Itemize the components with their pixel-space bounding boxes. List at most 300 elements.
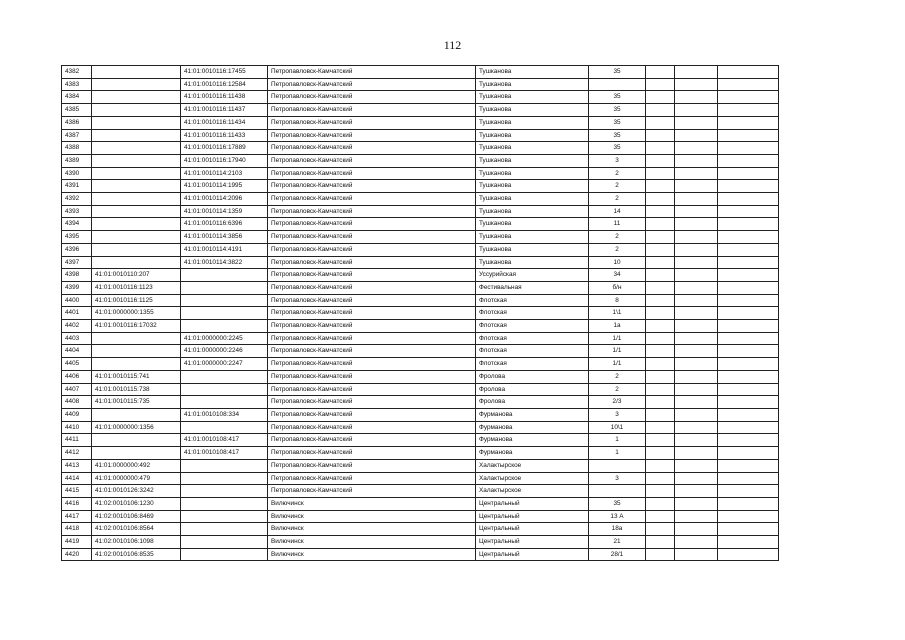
extra-cell-2 (675, 231, 718, 244)
street-cell: Тушканова (476, 205, 589, 218)
cadastral-number-alt-cell (181, 320, 268, 333)
table-row (62, 510, 779, 523)
row-number-cell: 4395 (62, 231, 92, 244)
extra-cell-2 (675, 485, 718, 498)
cadastral-number-alt-cell (181, 396, 268, 409)
settlement-cell: Петропавловск-Камчатский (268, 345, 476, 358)
extra-cell-1 (646, 345, 675, 358)
settlement-cell: Вилючинск (268, 548, 476, 561)
settlement-cell: Петропавловск-Камчатский (268, 358, 476, 371)
table-row (62, 358, 779, 371)
extra-cell-3 (718, 231, 779, 244)
cadastral-number-cell (92, 218, 181, 231)
extra-cell-2 (675, 472, 718, 485)
cadastral-number-alt-cell: 41:01:0010114:1995 (181, 180, 268, 193)
cadastral-number-cell (92, 78, 181, 91)
row-number-cell: 4415 (62, 485, 92, 498)
street-cell: Тушканова (476, 142, 589, 155)
house-number-cell: 10 (589, 256, 646, 269)
row-number-cell: 4403 (62, 332, 92, 345)
table-row (62, 256, 779, 269)
street-cell: Центральный (476, 510, 589, 523)
cadastral-number-cell (92, 66, 181, 79)
extra-cell-3 (718, 358, 779, 371)
house-number-cell (589, 78, 646, 91)
row-number-cell: 4420 (62, 548, 92, 561)
table-row (62, 472, 779, 485)
settlement-cell: Петропавловск-Камчатский (268, 129, 476, 142)
table-row (62, 307, 779, 320)
cadastral-number-cell: 41:01:0000000:1355 (92, 307, 181, 320)
cadastral-number-cell: 41:01:0010116:1123 (92, 281, 181, 294)
extra-cell-1 (646, 434, 675, 447)
cadastral-number-alt-cell (181, 536, 268, 549)
cadastral-number-cell (92, 142, 181, 155)
street-cell: Фурманова (476, 434, 589, 447)
extra-cell-2 (675, 104, 718, 117)
extra-cell-3 (718, 472, 779, 485)
registry-table (61, 65, 779, 561)
cadastral-number-alt-cell: 41:01:0010108:417 (181, 447, 268, 460)
cadastral-number-alt-cell: 41:01:0010116:17889 (181, 142, 268, 155)
extra-cell-2 (675, 332, 718, 345)
house-number-cell: 1а (589, 320, 646, 333)
cadastral-number-cell (92, 205, 181, 218)
settlement-cell: Петропавловск-Камчатский (268, 447, 476, 460)
extra-cell-1 (646, 383, 675, 396)
row-number-cell: 4390 (62, 167, 92, 180)
cadastral-number-alt-cell: 41:01:0010116:6396 (181, 218, 268, 231)
street-cell: Тушканова (476, 193, 589, 206)
cadastral-number-alt-cell (181, 281, 268, 294)
cadastral-number-cell: 41:02:0010106:1230 (92, 497, 181, 510)
row-number-cell: 4394 (62, 218, 92, 231)
extra-cell-3 (718, 294, 779, 307)
settlement-cell: Петропавловск-Камчатский (268, 167, 476, 180)
table-row (62, 320, 779, 333)
extra-cell-3 (718, 154, 779, 167)
row-number-cell: 4418 (62, 523, 92, 536)
extra-cell-2 (675, 345, 718, 358)
settlement-cell: Петропавловск-Камчатский (268, 434, 476, 447)
street-cell: Уссурийская (476, 269, 589, 282)
row-number-cell: 4386 (62, 116, 92, 129)
extra-cell-1 (646, 358, 675, 371)
cadastral-number-cell (92, 434, 181, 447)
table-row (62, 281, 779, 294)
row-number-cell: 4393 (62, 205, 92, 218)
extra-cell-3 (718, 307, 779, 320)
extra-cell-3 (718, 332, 779, 345)
extra-cell-3 (718, 193, 779, 206)
cadastral-number-alt-cell: 41:01:0010114:2103 (181, 167, 268, 180)
settlement-cell: Петропавловск-Камчатский (268, 78, 476, 91)
table-row (62, 205, 779, 218)
cadastral-number-alt-cell: 41:01:0010114:1359 (181, 205, 268, 218)
street-cell: Центральный (476, 523, 589, 536)
row-number-cell: 4385 (62, 104, 92, 117)
cadastral-number-cell: 41:01:0010110:207 (92, 269, 181, 282)
extra-cell-3 (718, 129, 779, 142)
extra-cell-1 (646, 536, 675, 549)
extra-cell-2 (675, 180, 718, 193)
cadastral-number-alt-cell: 41:01:0010116:11438 (181, 91, 268, 104)
settlement-cell: Петропавловск-Камчатский (268, 408, 476, 421)
extra-cell-3 (718, 497, 779, 510)
row-number-cell: 4413 (62, 459, 92, 472)
house-number-cell: 35 (589, 104, 646, 117)
table-row (62, 434, 779, 447)
extra-cell-3 (718, 548, 779, 561)
row-number-cell: 4404 (62, 345, 92, 358)
extra-cell-3 (718, 370, 779, 383)
street-cell: Тушканова (476, 116, 589, 129)
table-row (62, 269, 779, 282)
settlement-cell: Петропавловск-Камчатский (268, 294, 476, 307)
extra-cell-2 (675, 408, 718, 421)
extra-cell-1 (646, 307, 675, 320)
settlement-cell: Вилючинск (268, 510, 476, 523)
settlement-cell: Вилючинск (268, 523, 476, 536)
extra-cell-2 (675, 116, 718, 129)
extra-cell-2 (675, 269, 718, 282)
row-number-cell: 4411 (62, 434, 92, 447)
cadastral-number-alt-cell: 41:01:0010116:17940 (181, 154, 268, 167)
extra-cell-3 (718, 434, 779, 447)
extra-cell-2 (675, 193, 718, 206)
row-number-cell: 4401 (62, 307, 92, 320)
extra-cell-1 (646, 370, 675, 383)
cadastral-number-cell (92, 332, 181, 345)
cadastral-number-cell: 41:01:0010115:741 (92, 370, 181, 383)
house-number-cell: 1 (589, 447, 646, 460)
cadastral-number-alt-cell: 41:01:0010108:334 (181, 408, 268, 421)
cadastral-number-cell (92, 193, 181, 206)
extra-cell-2 (675, 281, 718, 294)
extra-cell-1 (646, 320, 675, 333)
extra-cell-2 (675, 421, 718, 434)
settlement-cell: Петропавловск-Камчатский (268, 485, 476, 498)
street-cell: Тушканова (476, 129, 589, 142)
table-row (62, 383, 779, 396)
street-cell: Фролова (476, 370, 589, 383)
street-cell: Флотская (476, 320, 589, 333)
extra-cell-2 (675, 548, 718, 561)
cadastral-number-alt-cell (181, 307, 268, 320)
settlement-cell: Петропавловск-Камчатский (268, 459, 476, 472)
extra-cell-2 (675, 523, 718, 536)
table-row (62, 396, 779, 409)
cadastral-number-cell (92, 116, 181, 129)
street-cell: Фестивальная (476, 281, 589, 294)
extra-cell-1 (646, 142, 675, 155)
table-row (62, 294, 779, 307)
house-number-cell: 35 (589, 129, 646, 142)
settlement-cell: Петропавловск-Камчатский (268, 269, 476, 282)
cadastral-number-cell (92, 358, 181, 371)
settlement-cell: Петропавловск-Камчатский (268, 243, 476, 256)
settlement-cell: Петропавловск-Камчатский (268, 180, 476, 193)
extra-cell-2 (675, 383, 718, 396)
cadastral-number-alt-cell: 41:01:0010114:2096 (181, 193, 268, 206)
house-number-cell: 2 (589, 180, 646, 193)
extra-cell-3 (718, 408, 779, 421)
extra-cell-1 (646, 523, 675, 536)
cadastral-number-cell (92, 256, 181, 269)
house-number-cell: 18а (589, 523, 646, 536)
house-number-cell: 2 (589, 193, 646, 206)
extra-cell-3 (718, 281, 779, 294)
extra-cell-2 (675, 447, 718, 460)
extra-cell-1 (646, 78, 675, 91)
street-cell: Фролова (476, 383, 589, 396)
row-number-cell: 4382 (62, 66, 92, 79)
extra-cell-3 (718, 104, 779, 117)
extra-cell-2 (675, 434, 718, 447)
table-row (62, 243, 779, 256)
row-number-cell: 4405 (62, 358, 92, 371)
settlement-cell: Петропавловск-Камчатский (268, 231, 476, 244)
cadastral-number-cell: 41:01:0000000:492 (92, 459, 181, 472)
house-number-cell: 35 (589, 116, 646, 129)
house-number-cell: б/н (589, 281, 646, 294)
row-number-cell: 4391 (62, 180, 92, 193)
cadastral-number-alt-cell (181, 523, 268, 536)
house-number-cell: 14 (589, 205, 646, 218)
table-row (62, 447, 779, 460)
extra-cell-1 (646, 129, 675, 142)
row-number-cell: 4387 (62, 129, 92, 142)
extra-cell-2 (675, 91, 718, 104)
extra-cell-1 (646, 256, 675, 269)
house-number-cell: 34 (589, 269, 646, 282)
row-number-cell: 4384 (62, 91, 92, 104)
cadastral-number-alt-cell: 41:01:0010116:17455 (181, 66, 268, 79)
house-number-cell: 35 (589, 91, 646, 104)
extra-cell-3 (718, 536, 779, 549)
row-number-cell: 4406 (62, 370, 92, 383)
extra-cell-1 (646, 218, 675, 231)
table-row (62, 104, 779, 117)
cadastral-number-alt-cell (181, 510, 268, 523)
house-number-cell (589, 459, 646, 472)
table-row (62, 485, 779, 498)
cadastral-number-cell (92, 243, 181, 256)
extra-cell-3 (718, 78, 779, 91)
house-number-cell: 2 (589, 231, 646, 244)
settlement-cell: Петропавловск-Камчатский (268, 193, 476, 206)
settlement-cell: Петропавловск-Камчатский (268, 142, 476, 155)
row-number-cell: 4416 (62, 497, 92, 510)
extra-cell-3 (718, 345, 779, 358)
extra-cell-1 (646, 154, 675, 167)
settlement-cell: Петропавловск-Камчатский (268, 281, 476, 294)
cadastral-number-cell: 41:01:0000000:1356 (92, 421, 181, 434)
extra-cell-1 (646, 91, 675, 104)
cadastral-number-cell: 41:01:0010115:735 (92, 396, 181, 409)
extra-cell-2 (675, 218, 718, 231)
cadastral-number-alt-cell (181, 548, 268, 561)
house-number-cell (589, 485, 646, 498)
settlement-cell: Петропавловск-Камчатский (268, 383, 476, 396)
street-cell: Тушканова (476, 154, 589, 167)
street-cell: Тушканова (476, 66, 589, 79)
settlement-cell: Петропавловск-Камчатский (268, 472, 476, 485)
extra-cell-3 (718, 485, 779, 498)
extra-cell-1 (646, 269, 675, 282)
cadastral-number-cell (92, 91, 181, 104)
cadastral-number-alt-cell (181, 269, 268, 282)
extra-cell-3 (718, 218, 779, 231)
house-number-cell: 1 (589, 434, 646, 447)
cadastral-number-alt-cell: 41:01:0010114:3856 (181, 231, 268, 244)
street-cell: Тушканова (476, 256, 589, 269)
extra-cell-2 (675, 154, 718, 167)
row-number-cell: 4417 (62, 510, 92, 523)
extra-cell-2 (675, 256, 718, 269)
extra-cell-1 (646, 180, 675, 193)
cadastral-number-cell (92, 104, 181, 117)
settlement-cell: Петропавловск-Камчатский (268, 116, 476, 129)
extra-cell-2 (675, 536, 718, 549)
house-number-cell: 1/1 (589, 358, 646, 371)
extra-cell-2 (675, 167, 718, 180)
street-cell: Центральный (476, 536, 589, 549)
cadastral-number-alt-cell (181, 370, 268, 383)
extra-cell-1 (646, 243, 675, 256)
street-cell: Тушканова (476, 78, 589, 91)
house-number-cell: 2 (589, 383, 646, 396)
settlement-cell: Петропавловск-Камчатский (268, 66, 476, 79)
extra-cell-3 (718, 66, 779, 79)
extra-cell-3 (718, 167, 779, 180)
extra-cell-1 (646, 294, 675, 307)
row-number-cell: 4410 (62, 421, 92, 434)
table-row (62, 167, 779, 180)
cadastral-number-cell: 41:02:0010106:8469 (92, 510, 181, 523)
row-number-cell: 4408 (62, 396, 92, 409)
settlement-cell: Петропавловск-Камчатский (268, 332, 476, 345)
house-number-cell: 3 (589, 472, 646, 485)
extra-cell-1 (646, 116, 675, 129)
street-cell: Халактырское (476, 485, 589, 498)
extra-cell-1 (646, 396, 675, 409)
house-number-cell: 2 (589, 243, 646, 256)
street-cell: Центральный (476, 497, 589, 510)
extra-cell-2 (675, 142, 718, 155)
row-number-cell: 4402 (62, 320, 92, 333)
table-row (62, 497, 779, 510)
extra-cell-3 (718, 180, 779, 193)
table-row (62, 218, 779, 231)
registry-body (62, 66, 779, 561)
cadastral-number-alt-cell (181, 383, 268, 396)
house-number-cell: 2 (589, 370, 646, 383)
table-row (62, 116, 779, 129)
settlement-cell: Петропавловск-Камчатский (268, 104, 476, 117)
extra-cell-3 (718, 421, 779, 434)
cadastral-number-alt-cell (181, 294, 268, 307)
cadastral-number-cell: 41:02:0010106:8535 (92, 548, 181, 561)
street-cell: Фурманова (476, 421, 589, 434)
table-row (62, 523, 779, 536)
extra-cell-2 (675, 320, 718, 333)
extra-cell-3 (718, 116, 779, 129)
extra-cell-3 (718, 383, 779, 396)
table-row (62, 421, 779, 434)
extra-cell-1 (646, 472, 675, 485)
street-cell: Тушканова (476, 167, 589, 180)
cadastral-number-cell: 41:01:0010116:17032 (92, 320, 181, 333)
table-row (62, 548, 779, 561)
house-number-cell: 2/3 (589, 396, 646, 409)
extra-cell-1 (646, 66, 675, 79)
row-number-cell: 4409 (62, 408, 92, 421)
extra-cell-2 (675, 510, 718, 523)
table-row (62, 180, 779, 193)
house-number-cell: 35 (589, 497, 646, 510)
street-cell: Флотская (476, 307, 589, 320)
extra-cell-2 (675, 294, 718, 307)
settlement-cell: Петропавловск-Камчатский (268, 154, 476, 167)
row-number-cell: 4398 (62, 269, 92, 282)
settlement-cell: Петропавловск-Камчатский (268, 218, 476, 231)
settlement-cell: Петропавловск-Камчатский (268, 205, 476, 218)
cadastral-number-cell: 41:02:0010106:8564 (92, 523, 181, 536)
extra-cell-2 (675, 205, 718, 218)
street-cell: Фурманова (476, 447, 589, 460)
extra-cell-1 (646, 332, 675, 345)
extra-cell-1 (646, 193, 675, 206)
extra-cell-2 (675, 497, 718, 510)
cadastral-number-cell (92, 167, 181, 180)
house-number-cell: 3 (589, 154, 646, 167)
cadastral-number-cell (92, 447, 181, 460)
cadastral-number-alt-cell: 41:01:0010116:11433 (181, 129, 268, 142)
street-cell: Халактырское (476, 459, 589, 472)
street-cell: Центральный (476, 548, 589, 561)
cadastral-number-alt-cell: 41:01:0010116:11434 (181, 116, 268, 129)
extra-cell-2 (675, 370, 718, 383)
street-cell: Фурманова (476, 408, 589, 421)
table-row (62, 142, 779, 155)
settlement-cell: Вилючинск (268, 497, 476, 510)
row-number-cell: 4414 (62, 472, 92, 485)
extra-cell-3 (718, 91, 779, 104)
extra-cell-2 (675, 358, 718, 371)
cadastral-number-cell: 41:01:0010126:3242 (92, 485, 181, 498)
extra-cell-1 (646, 510, 675, 523)
street-cell: Флотская (476, 358, 589, 371)
settlement-cell: Петропавловск-Камчатский (268, 320, 476, 333)
row-number-cell: 4397 (62, 256, 92, 269)
table-row (62, 459, 779, 472)
house-number-cell: 10\1 (589, 421, 646, 434)
cadastral-number-alt-cell: 41:01:0010114:4191 (181, 243, 268, 256)
table-row (62, 345, 779, 358)
table-row (62, 408, 779, 421)
extra-cell-3 (718, 510, 779, 523)
row-number-cell: 4396 (62, 243, 92, 256)
street-cell: Фролова (476, 396, 589, 409)
extra-cell-2 (675, 243, 718, 256)
extra-cell-1 (646, 421, 675, 434)
page-number: 112 (443, 38, 462, 52)
street-cell: Халактырское (476, 472, 589, 485)
table-row (62, 78, 779, 91)
table-row (62, 193, 779, 206)
cadastral-number-alt-cell (181, 459, 268, 472)
